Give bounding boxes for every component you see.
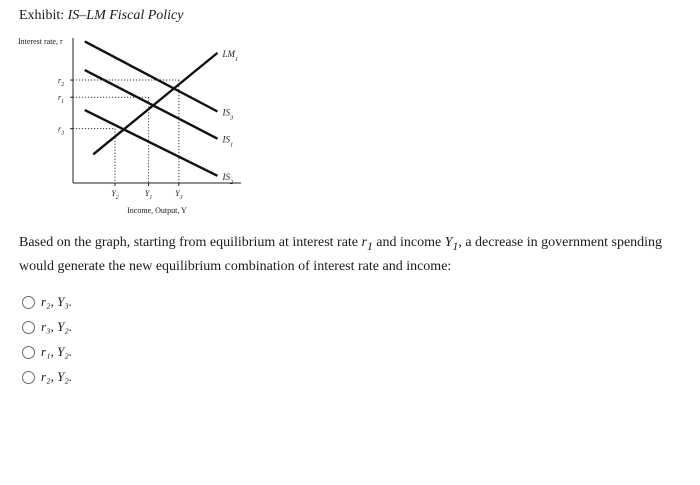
curve-lm1	[93, 53, 217, 155]
answer-option-2[interactable]	[22, 318, 72, 336]
question-r-symbol: r	[361, 235, 367, 250]
curve-label-lm1: $LM_1$	[222, 48, 239, 63]
question-r-subscript: 1	[366, 239, 373, 253]
exhibit-name: IS–LM Fiscal Policy	[67, 8, 184, 23]
question-part-3: , a decrease in government spending would generate the new equilibrium combination of interest rate and income:	[19, 235, 663, 274]
question-y-symbol: Y	[444, 235, 453, 250]
x-tick-label-Y2: $Y_2$	[111, 189, 119, 201]
question-part-1: Based on the graph, starting from equilibrium at interest rate	[19, 235, 362, 250]
exhibit-label: Exhibit:	[19, 8, 65, 23]
answer-option-4[interactable]	[22, 368, 72, 386]
y-tick-label-r1: $r_1$	[58, 93, 64, 106]
answer-option-3[interactable]	[22, 343, 72, 361]
radio-button[interactable]	[22, 346, 35, 359]
radio-button[interactable]	[22, 296, 35, 309]
y-axis-label: Interest rate, r	[18, 37, 63, 46]
radio-button[interactable]	[22, 371, 35, 384]
answer-options	[22, 293, 72, 393]
question-part-2: and income	[372, 235, 445, 250]
option-label: r₂, Y₃.	[41, 294, 73, 309]
y-tick-label-r3: $r_3$	[58, 124, 64, 137]
curve-label-is1: $IS_1$	[222, 134, 234, 149]
curve-is2	[85, 110, 218, 176]
question-text	[19, 233, 679, 277]
x-axis-label: Income, Output, Y	[127, 206, 187, 215]
curve-is3	[85, 41, 218, 111]
question-y-subscript: 1	[452, 239, 459, 253]
x-tick-label-Y3: $Y_3$	[175, 189, 183, 201]
curve-label-is3: $IS_3$	[222, 107, 234, 121]
y-tick-label-r2: $r_2$	[58, 76, 64, 89]
x-tick-label-Y1: $Y_1$	[144, 189, 153, 201]
question-r	[361, 235, 373, 253]
question-y	[444, 235, 459, 253]
option-label: r₂, Y₂.	[41, 369, 73, 384]
answer-option-1[interactable]	[22, 293, 72, 311]
option-label: r₃, Y₂.	[41, 319, 73, 334]
curve-label-is2: $IS_2$	[222, 171, 234, 186]
radio-button[interactable]	[22, 321, 35, 334]
is-lm-chart	[0, 0, 700, 230]
option-label: r₁, Y₂.	[41, 344, 73, 359]
